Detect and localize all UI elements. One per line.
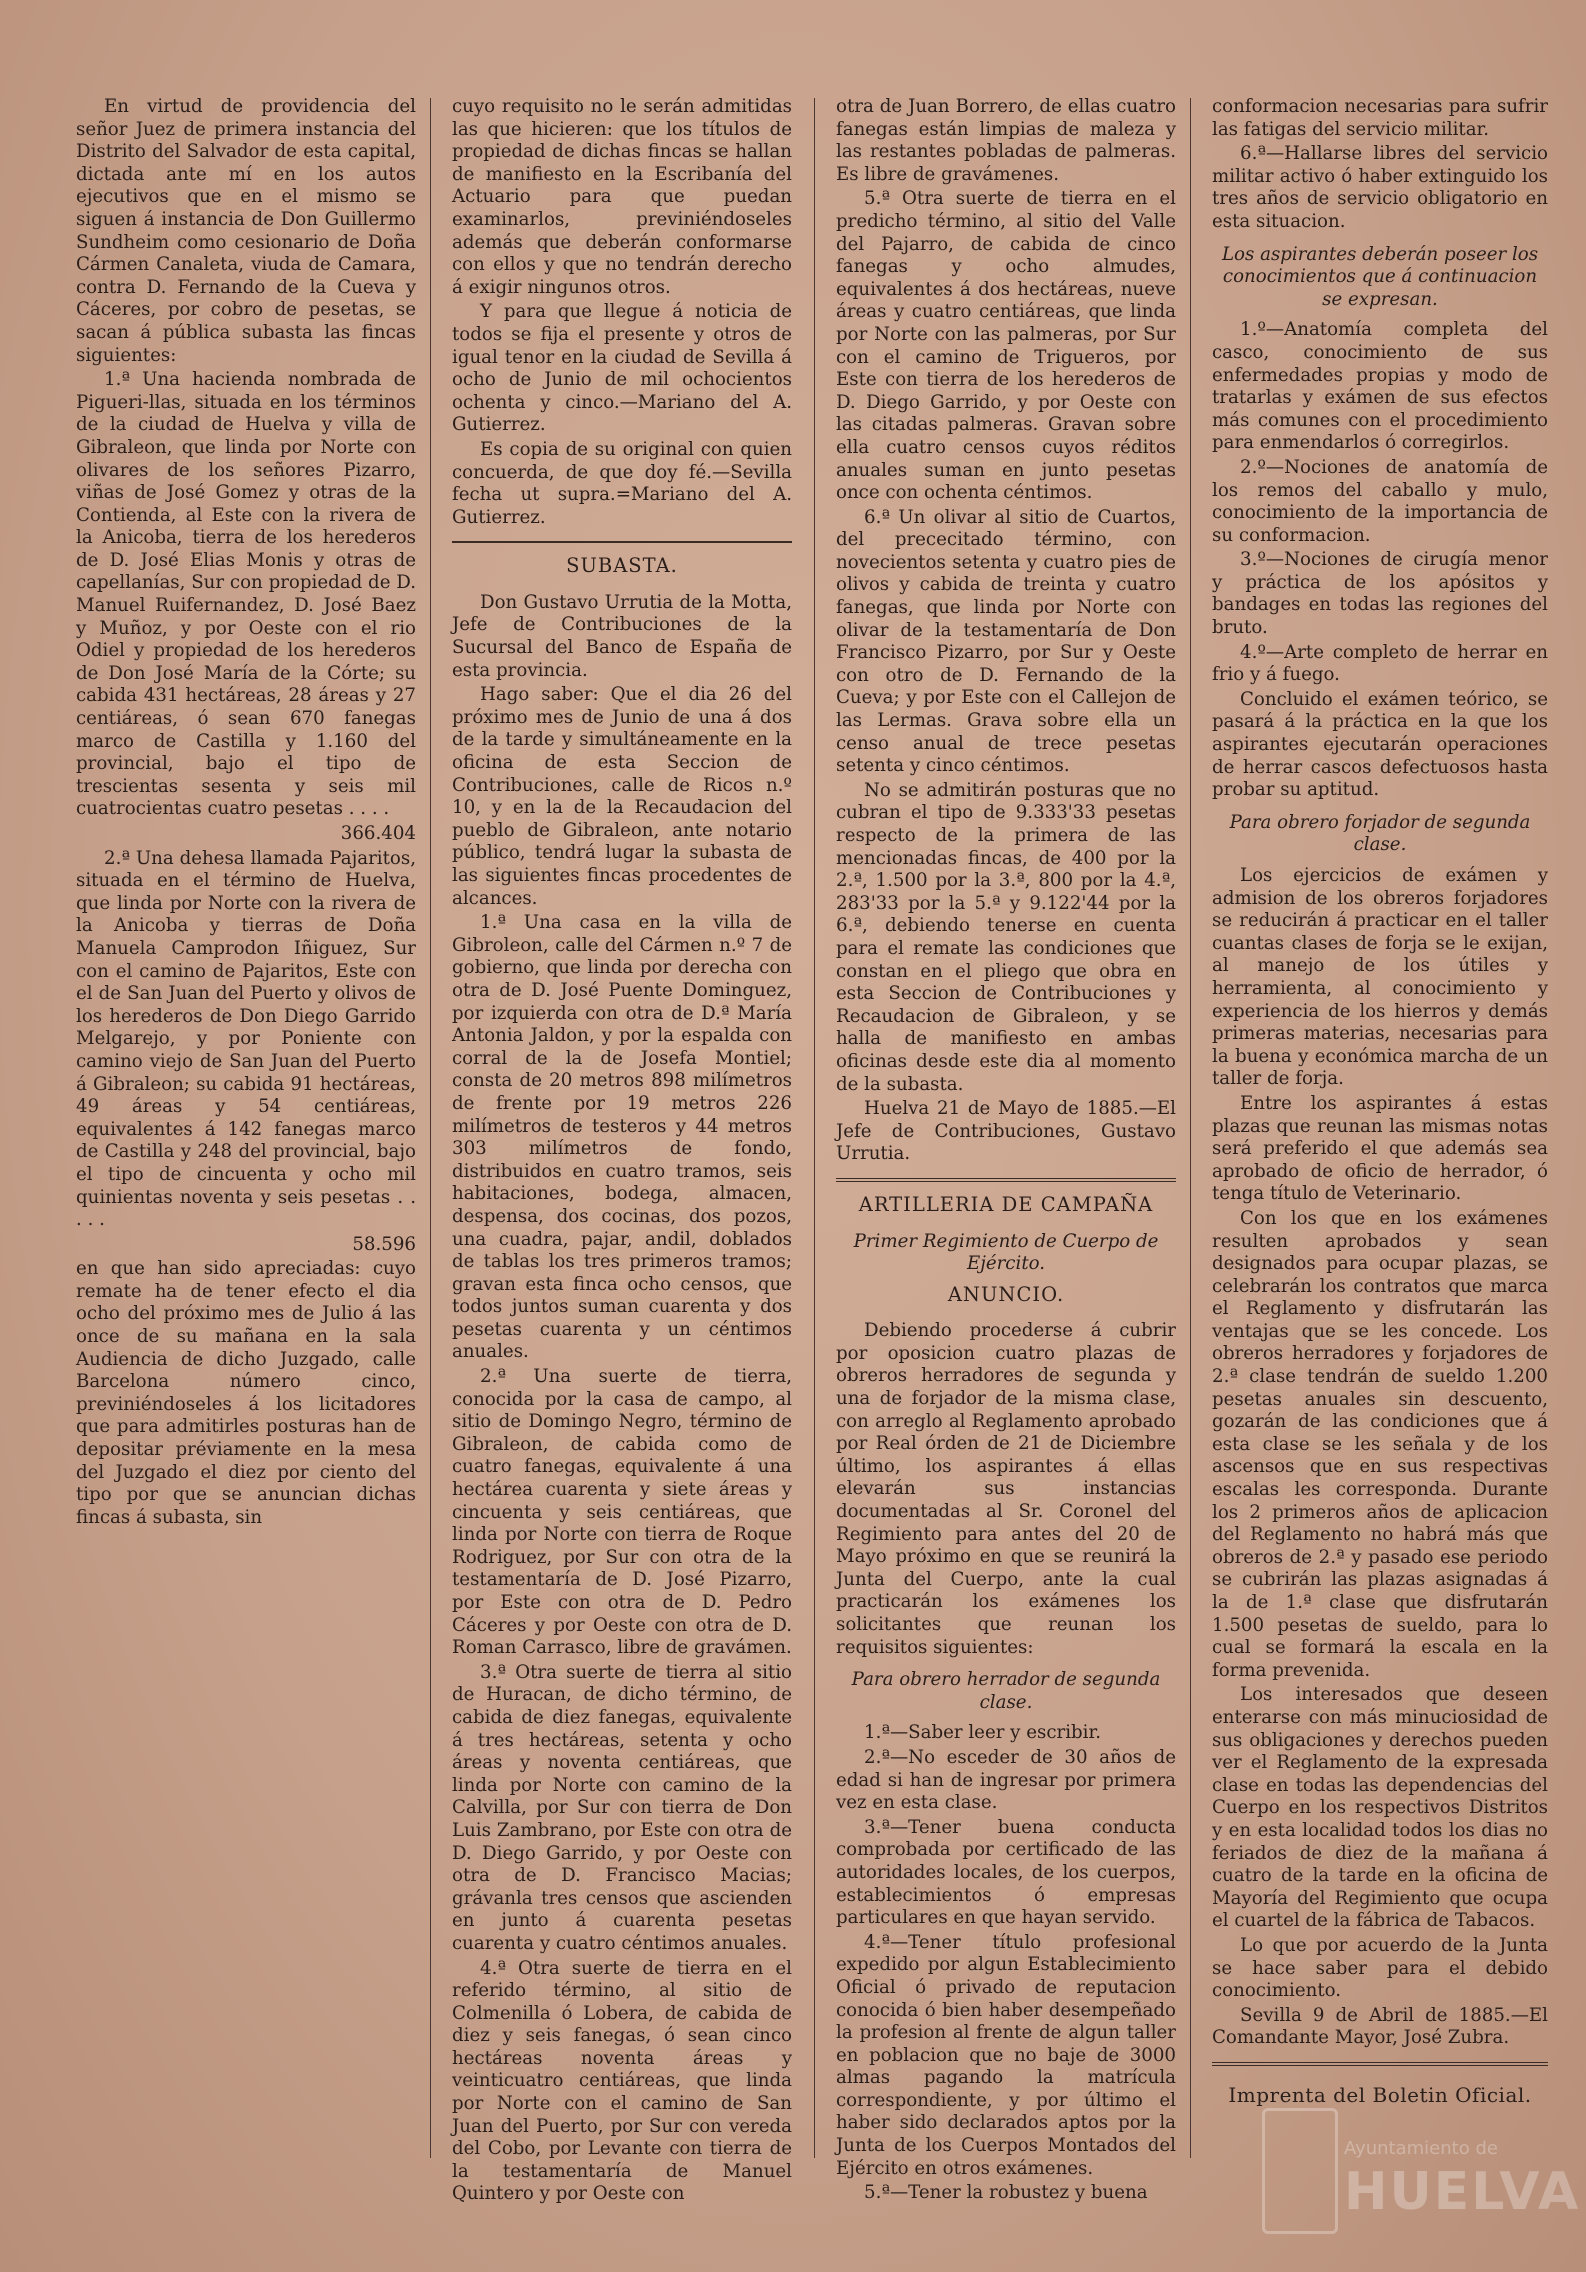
notice-closing: en que han sido apreciadas: cuyo remate ha de tener efecto el dia ocho del próximo mes de Julio á las once de su mañana en la sala Audiencia de dicho Juzgado, calle Barcelona número cinco, previniéndoseles á los licitadores que para admitirles posturas han de depositar préviamente en la mesa del Juzgado el diez por ciento del tipo por que se anuncian dichas fincas á subasta, sin [76, 1258, 416, 1528]
requirement: 2.ª—No esceder de 30 años de edad si han de ingresar por primera vez en esta clase. [836, 1746, 1176, 1814]
amount-value: 58.596 [352, 1233, 416, 1255]
printer-footer: Imprenta del Boletin Oficial. [1228, 2082, 1532, 2107]
official-title: Don Gustavo Urrutia de la Motta, Jefe de Contribuciones de la Sucursal del Banco de España de esta provincia. [452, 591, 792, 681]
requirement: 3.ª—Tener buena conducta comprobada por certificado de las autoridades locales, de los cuerpos, establecimientos ó empresas particulares en que hayan servido. [836, 1816, 1176, 1929]
paragraph: No se admitirán posturas que no cubran el tipo de 9.333'33 pesetas respecto de la primera de las mencionadas fincas, de 400 por la 2.ª, 1.500 por la 3.ª, 800 por la 4.ª, 283'33 por la 5.ª y 9.122'44 por la 6.ª, debiendo tenerse en cuenta para el remate las condiciones que constan en el pliego que obra en esta Seccion de Contribuciones y Recaudacion de Gibraleon, y se halla de manifiesto en ambas oficinas desde este dia al momento de la subasta. [836, 779, 1176, 1095]
property-item: 6.ª Un olivar al sitio de Cuartos, del prececitado término, con novecientos setenta y cuatro pies de olivos y cabida de treinta y cuatro fanegas, que linda por Norte con olivar de la testamentaría de Don Francisco Pizarro, por Sur y Oeste con otro de D. Fernando de la Cueva; y por Este con el Callejon de las Lermas. Grava sobre ella un censo anual de trece pesetas setenta y cinco céntimos. [836, 506, 1176, 777]
announcement-title: ANUNCIO. [947, 1282, 1065, 1306]
paragraph: Los interesados que deseen enterarse con más minuciosidad de sus obligaciones y derechos pueden ver el Reglamento de la expresada clase en todas las dependencias del Cuerpo en los respectivos Distritos y en esta localidad todos los dias no feriados de diez de la mañana á cuatro de la tarde en la oficina de Mayoría del Regimiento que ocupa el cuartel de la fábrica de Tabacos. [1212, 1684, 1548, 1932]
knowledge-item: 2.º—Nociones de anatomía de los remos del caballo y mulo, conocimiento de la importancia de su conformacion. [1212, 456, 1548, 546]
watermark-line1: Ayuntamiento de [1344, 2138, 1498, 2159]
requirement: 6.ª—Hallarse libres del servicio militar activo ó haber extinguido los tres años de servicio obligatorio en esta situacion. [1212, 143, 1548, 232]
amount-row [76, 823, 416, 846]
section-rule [452, 541, 792, 543]
section-heading: ARTILLERIA DE CAMPAÑA [858, 1192, 1154, 1216]
paragraph: Lo que por acuerdo de la Junta se hace saber para el debido conocimiento. [1212, 1934, 1548, 2002]
paragraph: Hago saber: Que el dia 26 del próximo mes de Junio de una á dos de la tarde y simultáneamente en la oficina de esta Seccion de Contribuciones, calle de Ricos n.º 10, y en la de la Recaudacion del pueblo de Gibraleon, ante notario público, tendrá lugar la subasta de las siguientes fincas procedentes de alcances. [452, 684, 792, 909]
property-item: 2.ª Una suerte de tierra, conocida por la casa de campo, al sitio de Domingo Negro, término de Gibraleon, de cabida como de cuatro fanegas, equivalente á una hectárea cuarenta y siete áreas y cincuenta y seis centiáreas, que linda por Norte con tierra de Roque Rodriguez, por Sur con otra de la testamentaría de D. José Pizarro, por Este con otra de D. Pedro Cáceres y por Oeste con otra de D. Roman Carrasco, libre de gravámen. [452, 1366, 792, 1659]
requirement: 5.ª—Tener la robustez y buena [864, 2182, 1148, 2204]
section-rule [836, 1178, 1176, 1182]
column-divider [430, 98, 431, 2158]
property-item-2: 2.ª Una dehesa llamada Pajaritos, situada en el término de Huelva, que linda por Norte con la rivera de la Anicoba y tierras de Doña Manuela Camprodon Iñiguez, Sur con el camino de Pajaritos, Este con el de San Juan del Puerto y olivos de los herederos de Don Diego Garrido Melgarejo, y por Poniente con camino viejo de San Juan del Puerto á Gibraleon; su cabida 91 hectáreas, 49 áreas y 54 centiáreas, equivalentes á 142 fanegas marco de Castilla y 248 del provincial, bajo el tipo de cincuenta y ocho mil quinientas noventa y seis pesetas . . . . . [76, 847, 416, 1231]
knowledge-item: 4.º—Arte completo de herrar en frio y á fuego. [1212, 641, 1548, 686]
knowledge-item: 1.º—Anatomía completa del casco, conocimiento de sus enfermedades propias y modo de tratarlas y exámen de sus efectos más comunes con el procedimiento para enmendarlos ó corregirlos. [1212, 319, 1548, 454]
column-divider [1190, 98, 1191, 2158]
paragraph: Y para que llegue á noticia de todos se fija el presente y otros de igual tenor en la ciudad de Sevilla á ocho de Junio de mil ochocientos ochenta y cinco.—Mariano del A. Gutierrez. [452, 301, 792, 436]
signature: Huelva 21 de Mayo de 1885.—El Jefe de Contribuciones, Gustavo Urrutia. [836, 1098, 1176, 1165]
column-divider [814, 98, 815, 2158]
subheading: Para obrero herrador de segunda clase. [851, 1669, 1161, 1713]
paragraph: Debiendo procederse á cubrir por oposicion cuatro plazas de obreros herradores de segunda y una de forjador de la misma clase, con arreglo al Reglamento aprobado por Real órden de 21 de Diciembre último, los aspirantes á ellas elevarán sus instancias documentadas al Sr. Coronel del Regimiento para antes del 20 de Mayo próximo en que se reunirá la Junta del Cuerpo, ante la cual practicarán los exámenes los solicitantes que reunan los requisitos siguientes: [836, 1320, 1176, 1658]
amount-row [76, 1234, 416, 1257]
subheading: Los aspirantes deberán poseer los conocimientos que á continuacion se expresan. [1221, 243, 1539, 310]
property-item: 3.ª Otra suerte de tierra al sitio de Huracan, de dicho término, de cabida de diez fanegas, equivalente á tres hectáreas, setenta y ocho áreas y noventa centiáreas, que linda por Norte con camino de la Calvilla, por Sur con tierra de Don Luis Zambrano, por Este con otra de D. Diego Garrido, y por Oeste con otra de D. Francisco Macias; grávanla tres censos que ascienden en junto á cuarenta pesetas cuarenta y cuatro céntimos anuales. [452, 1661, 792, 1954]
signature: Sevilla 9 de Abril de 1885.—El Comandante Mayor, José Zubra. [1212, 2004, 1548, 2049]
paragraph: Con los que en los exámenes resulten aprobados y sean designados para ocupar plazas, se celebrarán los contratos que marca el Reglamento y disfrutarán las ventajas que se les concede. Los obreros herradores y forjadores de 2.ª clase tendrán de sueldo 1.200 pesetas anuales sin descuento, gozarán de las condiciones que á esta clase se les señala y de los ascensos que en sus respectivas escalas les corresponda. Durante los 2 primeros años de aplicacion del Reglamento no habrá más que obreros de 2.ª y pasado ese periodo se cubrirán las plazas asignadas á la de 1.ª clase que disfrutarán 1.500 pesetas de sueldo, para lo cual se formará la escala en la forma prevenida. [1212, 1207, 1548, 1681]
column-1 [76, 96, 416, 1531]
column-3 [836, 96, 1176, 2207]
paragraph: conformacion necesarias para sufrir las fatigas del servicio militar. [1212, 96, 1548, 140]
requirement: 4.ª—Tener título profesional expedido por algun Establecimiento Oficial ó privado de reputacion conocida ó bien haber desempeñado la profesion al frente de algun taller en poblacion que no baje de 3000 almas pagando la matrícula correspondiente, y por último el haber sido declarados aptos por la Junta de los Cuerpos Montados del Ejército en otros exámenes. [836, 1931, 1176, 2179]
knowledge-item: 3.º—Nociones de cirugía menor y práctica de los apósitos y bandages en todas las regiones del bruto. [1212, 549, 1548, 639]
property-item-1: 1.ª Una hacienda nombrada de Pigueri-llas, situada en los términos de la ciudad de Huelva y villa de Gibraleon, que linda por Norte con olivares de los señores Pizarro, viñas de José Gomez y otras de la Contienda, al Este con la rivera de la Anicoba, tierra de los herederos de D. José Elias Monis y otras de capellanías, Sur con propiedad de D. Manuel Ruifernandez, D. José Baez y Muñoz, y por Oeste con el rio Odiel y propiedad de los herederos de Don José María de la Córte; su cabida 431 hectáreas, 28 áreas y 27 centiáreas, ó sean 670 fanegas marco de Castilla y 1.160 del provincial, bajo el tipo de trescientas sesenta y seis mil cuatrocientas cuatro pesetas . . . . [76, 369, 416, 820]
subheading: Para obrero forjador de segunda clase. [1229, 811, 1531, 856]
column-4 [1212, 96, 1548, 2108]
property-item: 1.ª Una casa en la villa de Gibroleon, calle del Cármen n.º 7 de gobierno, que linda por derecha con otra de D. José Puente Dominguez, por izquierda con otra de D.ª María Antonia Jaldon, y por la espalda con corral de la de Josefa Montiel; consta de 20 metros 898 milímetros de frente por 19 metros 226 milímetros de testeros y 44 metros 303 milímetros de fondo, distribuidos en cuatro tramos, seis habitaciones, bodega, almacen, despensa, dos cocinas, dos pozos, una cuadra, pajar, andil, doblados de tablas los tres primeros tramos; gravan esta finca ocho censos, que todos juntos suman cuarenta y dos pesetas cuarenta y un céntimos anuales. [452, 912, 792, 1363]
watermark-line2: HUELVA [1344, 2162, 1581, 2222]
coat-of-arms-icon [1262, 2108, 1338, 2234]
paragraph: Entre los aspirantes á estas plazas que reunan las mismas notas será preferido el que además sea aprobado de oficio de herrador, ó tenga título de Veterinario. [1212, 1092, 1548, 1205]
watermark-logo [1262, 2098, 1581, 2248]
paragraph: Concluido el exámen teórico, se pasará á la práctica en la que los aspirantes ejecutarán operaciones de herrar cascos defectuosos hasta probar su aptitud. [1212, 688, 1548, 801]
column-2 [452, 96, 792, 2208]
notice-intro: En virtud de providencia del señor Juez de primera instancia del Distrito del Salvador de esta capital, dictada ante mí en los autos ejecutivos que en el mismo se siguen á instancia de Don Guillermo Sundheim como cesionario de Doña Cármen Canaleta, viuda de Camara, contra D. Fernando de la Cueva y Cáceres, por cobro de pesetas, se sacan á pública subasta las fincas siguientes: [76, 96, 416, 366]
property-item: 5.ª Otra suerte de tierra en el predicho término, al sitio del Valle del Pajarro, de cabida de cinco fanegas y ocho almudes, equivalentes á dos hectáreas, nueve áreas y cuatro centiáreas, que linda por Norte con las palmeras, por Sur con el camino de Trigueros, por Este con tierra de los herederos de D. Diego Garrido, y por Oeste con las citadas palmeras. Gravan sobre ella cuatro censos cuyos réditos anuales suman en junto pesetas once con ochenta céntimos. [836, 188, 1176, 504]
paragraph: otra de Juan Borrero, de ellas cuatro fanegas están limpias de maleza y las restantes pobladas de palmeras. Es libre de gravámenes. [836, 96, 1176, 185]
subheading: Primer Regimiento de Cuerpo de Ejército. [853, 1230, 1159, 1275]
paragraph: Los ejercicios de exámen y admision de los obreros forjadores se reducirán á practicar en el taller cuantas clases de forja se le exijan, al manejo de los útiles y herramienta, al conocimiento y experiencia de los hierros y demás primeras materias, necesarias para la buena y económica marcha de un taller de forja. [1212, 865, 1548, 1090]
amount-value: 366.404 [340, 823, 416, 844]
requirement: 1.ª—Saber leer y escribir. [864, 1722, 1101, 1744]
property-item: 4.ª Otra suerte de tierra en el referido término, al sitio de Colmenilla ó Lobera, de cabida de diez y seis fanegas, ó sean cinco hectáreas noventa áreas y veinticuatro centiáreas, que linda por Norte con el camino de San Juan del Puerto, por Sur con vereda del Cobo, por Levante con tierra de la testamentaría de Manuel Quintero y por Oeste con [452, 1957, 792, 2205]
paragraph: cuyo requisito no le serán admitidas las que hicieren: que los títulos de propiedad de dichas fincas se hallan de manifiesto en la Escribanía del Actuario para que puedan examinarlos, previniéndoseles además que deberán conformarse con ellos y que no tendrán derecho á exigir ningunos otros. [452, 96, 792, 298]
section-heading: SUBASTA. [566, 554, 678, 578]
section-rule [1212, 2062, 1548, 2066]
paragraph: Es copia de su original con quien concuerda, de que doy fé.—Sevilla fecha ut supra.=Mariano del A. Gutierrez. [452, 438, 792, 528]
